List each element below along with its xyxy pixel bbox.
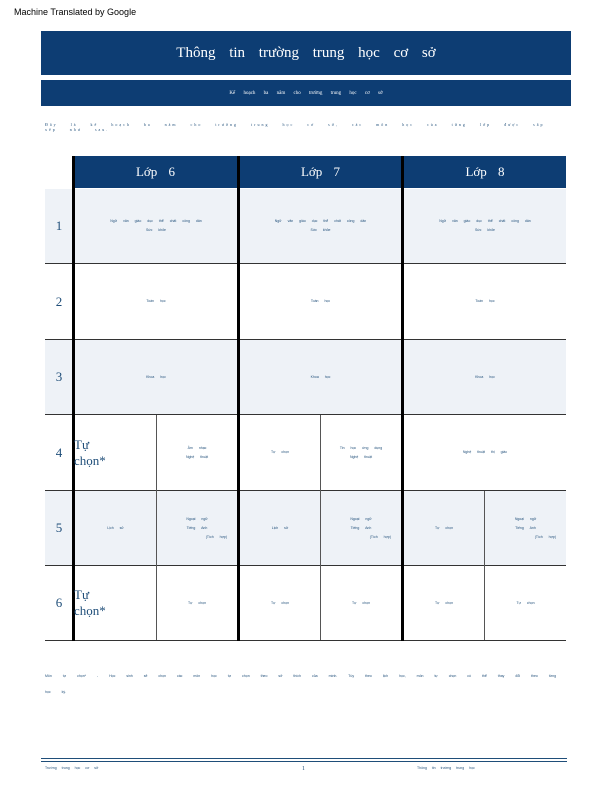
cell-line: Tiếng Anh: [350, 525, 372, 530]
page-subtitle: [41, 80, 571, 106]
cell-line: Nghệ thuật thị giác: [462, 450, 508, 454]
schedule-cell: [75, 264, 237, 339]
row-number: 2: [55, 293, 63, 309]
cell-line: Lịch sử: [271, 525, 289, 530]
footnote: Môn tự chọn* - Học sinh sẽ chọn các môn học tự chọn theo sở thích của mình. Tùy theo lịch học, môn tự chọn có thể thay đổi theo từng học kỳ.: [45, 674, 557, 694]
row-number: 3: [55, 369, 63, 384]
cell-line: Toán học: [146, 299, 166, 303]
schedule-cell: [157, 415, 237, 490]
cell-line: Tự chọn: [434, 525, 454, 530]
cell-line: Tự chọn: [187, 600, 207, 605]
cell-line: Lịch sử: [107, 525, 124, 530]
cell-line: Khoa học: [310, 374, 331, 379]
cell-line: Ngoại ngữ: [514, 516, 537, 521]
row-number: 4: [55, 444, 63, 460]
page-subtitle-text: Kế hoạch ba năm cho trường trung học cơ sở: [229, 90, 383, 96]
cell-line: Ngữ văn giáo dục thể chất công dân: [110, 219, 202, 223]
cell-line: (Tích hợp): [534, 534, 556, 539]
cell-line: Tự chọn: [270, 600, 290, 605]
grade-header-7: Lớp 7: [240, 156, 401, 188]
cell-line: Khoa học: [146, 374, 166, 379]
schedule-cell: [404, 189, 566, 263]
schedule-cell: [404, 264, 566, 339]
grade-header-8: Lớp 8: [404, 156, 566, 188]
schedule-cell: [75, 189, 237, 263]
grade-header-6: Lớp 6: [74, 156, 237, 188]
schedule-cell: [157, 566, 237, 640]
cell-line: Sức khỏe: [146, 228, 166, 232]
footer-rule: [41, 761, 567, 762]
schedule-cell: [157, 491, 237, 565]
elective-label: Tự chọn*: [74, 436, 106, 468]
schedule-cell: [404, 566, 484, 640]
cell-line: Nghệ thuật: [185, 454, 209, 459]
schedule-cell: [321, 566, 401, 640]
cell-line: (Tích hợp): [205, 534, 227, 539]
row-number: 1: [55, 218, 63, 233]
row-divider: [45, 640, 566, 641]
cell-line: Tiếng Anh: [515, 525, 536, 530]
schedule-cell: [485, 566, 566, 640]
schedule-cell: [75, 340, 237, 414]
footer-rule: [41, 758, 567, 759]
cell-line: Âm nhạc: [187, 445, 207, 450]
schedule-cell: [240, 264, 401, 339]
schedule-cell: [240, 415, 320, 490]
schedule-cell: [485, 491, 566, 565]
cell-line: Toán học: [310, 299, 331, 303]
cell-line: Ngoại ngữ: [350, 516, 372, 521]
schedule-cell: [321, 415, 401, 490]
schedule-cell: [404, 415, 566, 490]
cell-line: Tin học ứng dụng: [339, 445, 383, 450]
cell-line: Sức khỏe: [310, 228, 331, 232]
schedule-cell: [404, 340, 566, 414]
cell-line: Tự chọn: [516, 600, 535, 605]
machine-translated-banner: Machine Translated by Google: [14, 7, 137, 17]
footer-right: Thông tin trường trung học: [417, 766, 475, 770]
cell-line: Ngữ văn giáo dục thể chất công dân: [439, 219, 531, 223]
cell-line: Ngữ văn giáo dục thể chất công dân: [274, 219, 367, 223]
schedule-cell: [240, 566, 320, 640]
cell-line: Sức khỏe: [475, 228, 495, 232]
cell-line: Nghệ thuật: [349, 454, 373, 459]
intro-paragraph: Đây là kế hoạch ba năm cho trường trung học cơ sở, các môn học của từng lớp được sắp xếp như sau.: [45, 122, 545, 132]
cell-line: (Tích hợp): [369, 534, 391, 539]
schedule-cell: [321, 491, 401, 565]
elective-label: Tự chọn*: [74, 587, 106, 618]
schedule-cell: [240, 189, 401, 263]
schedule-cell: [404, 491, 484, 565]
schedule-cell: [75, 491, 156, 565]
page-title-text: Thông tin trường trung học cơ sở: [176, 44, 436, 61]
cell-line: Khoa học: [475, 374, 495, 379]
schedule-cell: [240, 491, 320, 565]
row-number: 6: [55, 595, 63, 610]
row-number: 5: [55, 520, 63, 535]
cell-line: Tự chọn: [434, 600, 454, 605]
page-number: 1: [302, 766, 305, 772]
footer-left: Trường trung học cơ sở: [45, 766, 99, 770]
cell-line: Tự chọn: [351, 600, 371, 605]
cell-line: Toán học: [475, 299, 495, 303]
schedule-cell: [240, 340, 401, 414]
cell-line: Tự chọn: [270, 450, 290, 454]
page-title: [41, 31, 571, 75]
cell-line: Ngoại ngữ: [186, 516, 208, 521]
cell-line: Tiếng Anh: [186, 525, 208, 530]
